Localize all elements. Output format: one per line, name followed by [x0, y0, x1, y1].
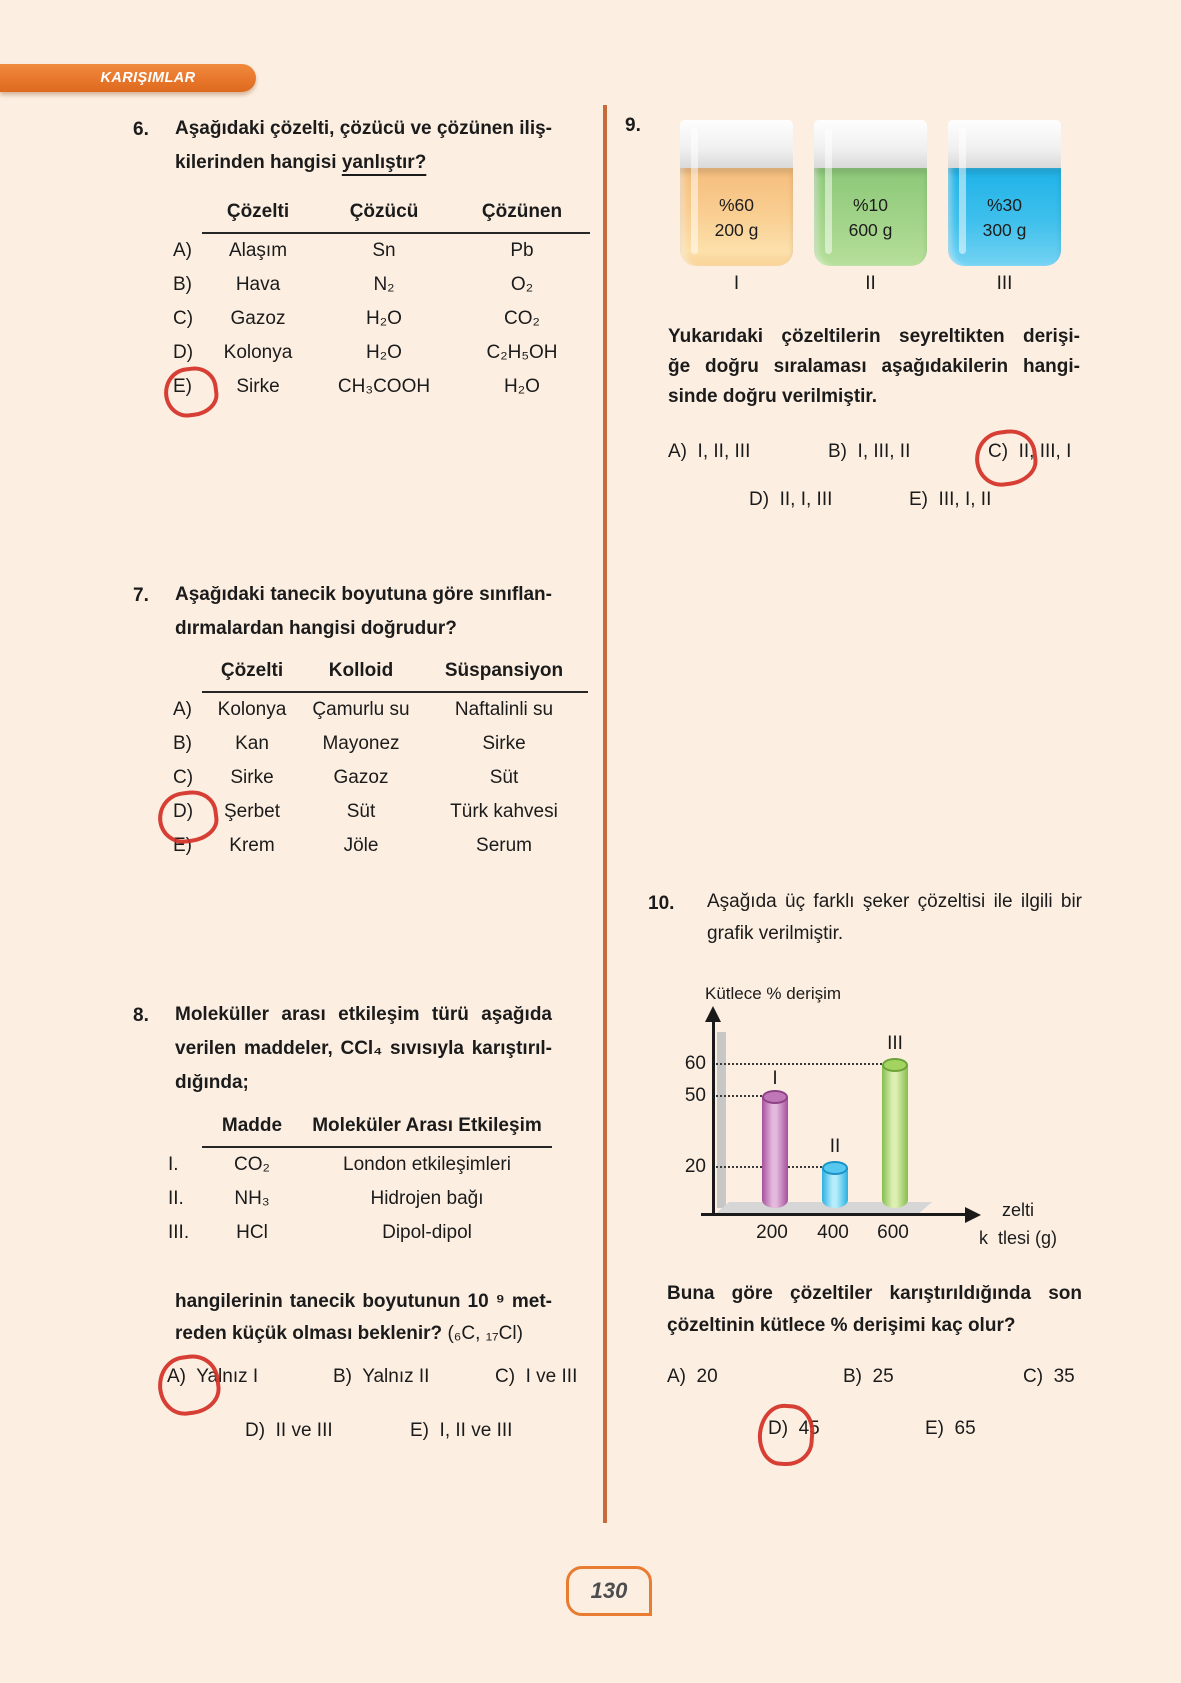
table-cell: Gazoz — [333, 767, 389, 788]
beaker-2 — [814, 120, 927, 295]
chart-ytick-20: 20 — [684, 1156, 706, 1177]
chart-leader-60 — [716, 1063, 882, 1065]
q9-option-c: C) II, III, I — [988, 441, 1072, 462]
chart-leader-50 — [716, 1095, 762, 1097]
q7-stem — [175, 578, 552, 646]
q9-stem-line2: ğe doğru sıralaması aşağıdakilerin hangi- — [668, 356, 1080, 377]
table-cell: Sn — [372, 240, 396, 261]
table-cell: Dipol-dipol — [382, 1222, 472, 1243]
beaker-glass — [814, 120, 927, 266]
q8-number: 8. — [133, 1005, 149, 1026]
table-cell: Hava — [235, 274, 281, 295]
q8-option-d: D) II ve III — [245, 1420, 333, 1441]
q10-intro — [707, 886, 1082, 950]
q10-option-e: E) 65 — [925, 1418, 976, 1439]
q7-stem-line1: Aşağıdaki tanecik boyutuna göre sınıflan- — [175, 584, 552, 605]
q8-col-header: Madde — [202, 1112, 302, 1148]
table-cell: London etkileşimleri — [343, 1154, 511, 1175]
chart-bar-label-I: I — [772, 1068, 778, 1089]
q7-stem-line2: dırmalardan hangisi doğrudur? — [175, 618, 457, 639]
q7-table — [160, 657, 588, 863]
chart-ytick-60: 60 — [684, 1053, 706, 1074]
chart-xtick-600: 600 — [877, 1222, 909, 1243]
q9-stem — [668, 322, 1080, 412]
table-cell: Kolonya — [217, 699, 287, 720]
q6-option-letter: A) — [173, 240, 192, 261]
q7-option-letter: B) — [173, 733, 192, 754]
chart-bar-label-III: III — [887, 1033, 903, 1054]
q6-option-letter: E) — [173, 376, 192, 397]
table-cell: Hidrojen bağı — [370, 1188, 484, 1209]
q8-closing-line2: reden küçük olması beklenir? (₆C, ₁₇Cl) — [175, 1323, 523, 1344]
chart-y-axis-title: Kütlece % derişim — [705, 984, 842, 1003]
table-cell: Süt — [346, 801, 376, 822]
q6-number: 6. — [133, 119, 149, 140]
table-cell: CO₂ — [504, 308, 540, 329]
table-cell: Şerbet — [224, 801, 280, 822]
table-cell: Süt — [489, 767, 519, 788]
beaker-2-concentration: %10 — [852, 194, 889, 215]
chart-bar-III — [882, 1065, 908, 1208]
q10-closing-line1: Buna göre çözeltiler karıştırıldığında son — [667, 1283, 1082, 1304]
table-cell: HCl — [236, 1222, 268, 1243]
table-cell: Kolonya — [223, 342, 293, 363]
table-cell: Türk kahvesi — [450, 801, 558, 822]
chart-bar-I — [762, 1097, 788, 1208]
table-cell: Serum — [476, 835, 532, 856]
beaker-3 — [948, 120, 1061, 295]
table-cell: Mayonez — [322, 733, 400, 754]
q7-option-letter: A) — [173, 699, 192, 720]
beaker-glass — [680, 120, 793, 266]
chapter-banner — [0, 64, 256, 92]
q9-stem-line3: sinde doğru verilmiştir. — [668, 386, 878, 407]
q8-stem-line1: Moleküller arası etkileşim türü aşağıda — [175, 1004, 552, 1025]
q6-option-letter: C) — [173, 308, 194, 329]
q8-row-numeral: II. — [168, 1188, 184, 1209]
q7-col-header: Kolloid — [302, 657, 420, 693]
chart-xtick-400: 400 — [817, 1222, 849, 1243]
chart-ytick-50: 50 — [684, 1085, 706, 1106]
q10-number: 10. — [648, 893, 675, 914]
q6-option-letter: D) — [173, 342, 194, 363]
chart-x-axis — [701, 1213, 967, 1216]
beaker-1 — [680, 120, 793, 295]
chart-axis-shadow — [717, 1032, 726, 1208]
q9-option-d: D) II, I, III — [749, 489, 833, 510]
table-cell: O₂ — [510, 274, 534, 295]
column-divider — [603, 105, 607, 1523]
table-cell: H₂O — [366, 308, 402, 329]
table-cell: H₂O — [504, 376, 540, 397]
chart-xtick-200: 200 — [756, 1222, 788, 1243]
q6-stem-line1: Aşağıdaki çözelti, çözücü ve çözünen iliş- — [175, 118, 552, 139]
q10-closing-line2: çözeltinin kütlece % derişimi kaç olur? — [667, 1315, 1016, 1336]
q6-stem — [175, 112, 552, 180]
q6-stem-line2: kilerinden hangisi yanlıştır? — [175, 152, 427, 173]
q8-table — [160, 1112, 552, 1250]
table-cell: Pb — [510, 240, 534, 261]
q6-option-letter: B) — [173, 274, 192, 295]
q6-col-header: Çözelti — [202, 198, 314, 234]
beaker-3-concentration: %30 — [986, 194, 1023, 215]
q9-option-a: A) I, II, III — [668, 441, 751, 462]
q7-col-header: Çözelti — [202, 657, 302, 693]
beaker-1-mass: 200 g — [714, 219, 759, 240]
q10-intro-line2: grafik verilmiştir. — [707, 923, 844, 944]
q9-number: 9. — [625, 115, 641, 136]
q8-stem-line3: dığında; — [175, 1072, 249, 1093]
q9-option-e: E) III, I, II — [909, 489, 992, 510]
table-cell: Kan — [235, 733, 269, 754]
beaker-2-mass: 600 g — [848, 219, 893, 240]
beaker-1-numeral: I — [733, 273, 740, 294]
q8-closing — [175, 1286, 552, 1350]
q9-beakers-row — [680, 120, 1061, 295]
q6-col-header: Çözücü — [314, 198, 454, 234]
q7-option-letter: C) — [173, 767, 194, 788]
q7-option-letter: E) — [173, 835, 192, 856]
page-number-badge — [566, 1566, 652, 1616]
q7-col-header: Süspansiyon — [420, 657, 588, 693]
q10-option-d: D) 45 — [768, 1418, 820, 1439]
table-cell: CO₂ — [234, 1154, 270, 1175]
chapter-banner-label: KARIŞIMLAR — [100, 70, 196, 86]
beaker-1-concentration: %60 — [718, 194, 755, 215]
q7-option-letter: D) — [173, 801, 194, 822]
table-cell: Sirke — [236, 376, 280, 397]
q8-stem-line2: verilen maddeler, CCl₄ sıvısıyla karıştırıl- — [175, 1038, 552, 1059]
q8-isotope-note: (₆C, ₁₇Cl) — [447, 1323, 523, 1344]
table-cell: Çamurlu su — [312, 699, 410, 720]
chart-x-axis-label: zelti k tlesi (g) — [978, 1200, 1057, 1248]
table-cell: NH₃ — [234, 1188, 270, 1209]
q8-row-numeral: III. — [168, 1222, 190, 1243]
beaker-glass — [948, 120, 1061, 266]
q6-col-header: Çözünen — [454, 198, 590, 234]
q8-closing-line1: hangilerinin tanecik boyutunun 10 ⁹ met- — [175, 1291, 552, 1312]
table-cell: Naftalinli su — [454, 699, 554, 720]
table-cell: Alaşım — [228, 240, 288, 261]
q8-row-numeral: I. — [168, 1154, 179, 1175]
q8-option-c: C) I ve III — [495, 1366, 578, 1387]
table-cell: Gazoz — [230, 308, 286, 329]
q10-intro-line1: Aşağıda üç farklı şeker çözeltisi ile ilgili bir — [707, 891, 1082, 912]
q10-option-b: B) 25 — [843, 1366, 894, 1387]
table-cell: CH₃COOH — [337, 376, 431, 397]
q10-option-a: A) 20 — [667, 1366, 718, 1387]
beaker-3-numeral: III — [996, 273, 1013, 294]
q6-table — [160, 198, 590, 404]
chart-bar-label-II: II — [829, 1136, 841, 1157]
q10-closing — [667, 1278, 1082, 1342]
table-cell: C₂H₅OH — [486, 342, 558, 363]
beaker-3-mass: 300 g — [982, 219, 1027, 240]
q8-option-e: E) I, II ve III — [410, 1420, 513, 1441]
q8-col-header: Moleküler Arası Etkileşim — [302, 1112, 552, 1148]
chart-y-axis — [712, 1020, 715, 1216]
q9-option-b: B) I, III, II — [828, 441, 911, 462]
q8-option-b: B) Yalnız II — [333, 1366, 430, 1387]
table-cell: N₂ — [373, 274, 395, 295]
q8-stem — [175, 998, 552, 1100]
table-cell: Krem — [229, 835, 275, 856]
beaker-2-numeral: II — [865, 273, 876, 294]
page-number: 130 — [590, 1578, 628, 1603]
q8-option-a: A) Yalnız I — [167, 1366, 259, 1387]
table-cell: Sirke — [230, 767, 274, 788]
table-cell: Sirke — [482, 733, 526, 754]
table-cell: Jöle — [343, 835, 379, 856]
q9-stem-line1: Yukarıdaki çözeltilerin seyreltikten derişi- — [668, 326, 1080, 347]
chart-bar-II — [822, 1168, 848, 1208]
q7-number: 7. — [133, 585, 149, 606]
table-cell: H₂O — [366, 342, 402, 363]
q6-underlined-word: yanlıştır? — [341, 152, 427, 173]
q10-option-c: C) 35 — [1023, 1366, 1075, 1387]
